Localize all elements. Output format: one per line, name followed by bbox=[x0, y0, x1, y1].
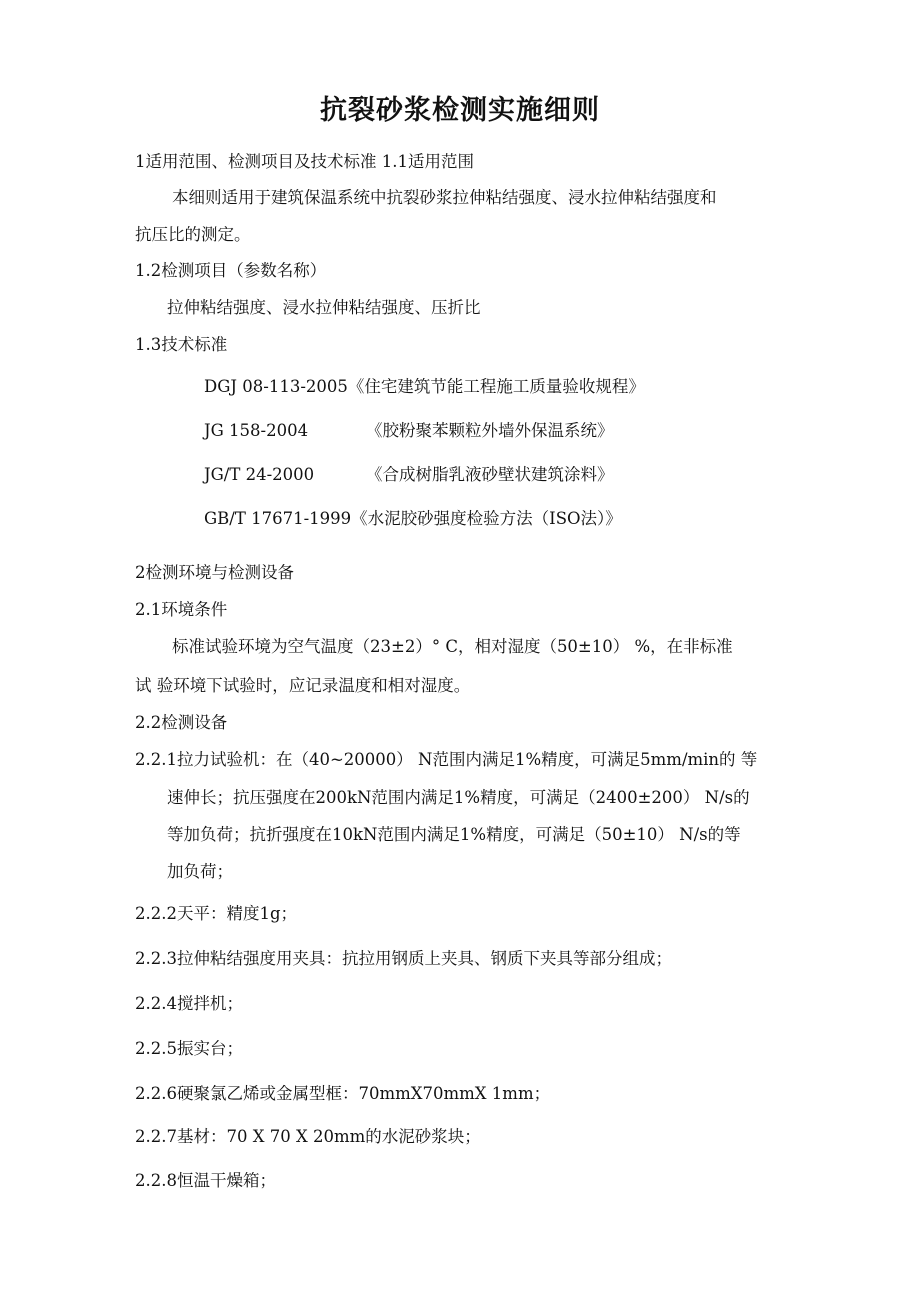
equipment-item-2-2-5: 2.2.5振实台； bbox=[135, 1039, 243, 1058]
equipment-heading: 2.2检测设备 bbox=[135, 713, 228, 732]
equipment-item-2-2-7: 2.2.7基材：70 X 70 X 20mm的水泥砂浆块； bbox=[135, 1127, 481, 1146]
standard-code: JG/T 24-2000 bbox=[204, 465, 315, 484]
equipment-item-2-2-1-line-3: 等加负荷；抗折强度在10kN范围内满足1%精度，可满足（50±10） N/s的等 bbox=[167, 825, 741, 844]
environment-paragraph-line-1: 标准试验环境为空气温度（23±2）° C，相对湿度（50±10） %，在非标准 bbox=[172, 637, 733, 656]
items-text: 拉伸粘结强度、浸水拉伸粘结强度、压折比 bbox=[167, 298, 481, 317]
scope-paragraph-line-1: 本细则适用于建筑保温系统中抗裂砂浆拉伸粘结强度、浸水拉伸粘结强度和 bbox=[172, 188, 717, 207]
equipment-item-2-2-3: 2.2.3拉伸粘结强度用夹具：抗拉用钢质上夹具、钢质下夹具等部分组成； bbox=[135, 949, 672, 968]
equipment-item-2-2-1-line-2: 速伸长；抗压强度在200kN范围内满足1%精度，可满足（2400±200） N/s的 bbox=[167, 788, 750, 807]
environment-heading: 2.1环境条件 bbox=[135, 600, 228, 619]
section-1-heading: 1适用范围、检测项目及技术标准 1.1适用范围 bbox=[135, 152, 474, 171]
standard-item bbox=[204, 420, 614, 442]
equipment-item-2-2-4: 2.2.4搅拌机； bbox=[135, 994, 243, 1013]
section-2-heading: 2检测环境与检测设备 bbox=[135, 563, 294, 582]
equipment-item-2-2-2: 2.2.2天平：精度1g； bbox=[135, 904, 298, 923]
standard-name: 《合成树脂乳液砂壁状建筑涂料》 bbox=[366, 465, 614, 484]
equipment-item-2-2-1-line-1: 2.2.1拉力试验机：在（40~20000） N范围内满足1%精度，可满足5mm/min的 等 bbox=[135, 750, 758, 769]
standard-code: JG 158-2004 bbox=[204, 421, 309, 440]
standards-heading: 1.3技术标准 bbox=[135, 335, 228, 354]
scope-paragraph-line-2: 抗压比的测定。 bbox=[135, 225, 251, 244]
standard-item: DGJ 08-113-2005《住宅建筑节能工程施工质量验收规程》 bbox=[204, 377, 645, 396]
environment-paragraph-line-2: 试 验环境下试验时，应记录温度和相对湿度。 bbox=[135, 676, 471, 695]
standard-item bbox=[204, 464, 614, 486]
standard-item: GB/T 17671-1999《水泥胶砂强度检验方法（ISO法）》 bbox=[204, 509, 622, 528]
equipment-item-2-2-6: 2.2.6硬聚氯乙烯或金属型框：70mmX70mmX 1mm； bbox=[135, 1084, 551, 1103]
standard-name: 《胶粉聚苯颗粒外墙外保温系统》 bbox=[366, 421, 614, 440]
equipment-item-2-2-8: 2.2.8恒温干燥箱； bbox=[135, 1171, 276, 1190]
equipment-item-2-2-1-line-4: 加负荷； bbox=[167, 862, 233, 881]
document-title: 抗裂砂浆检测实施细则 bbox=[320, 95, 600, 126]
items-heading: 1.2检测项目（参数名称） bbox=[135, 261, 327, 280]
